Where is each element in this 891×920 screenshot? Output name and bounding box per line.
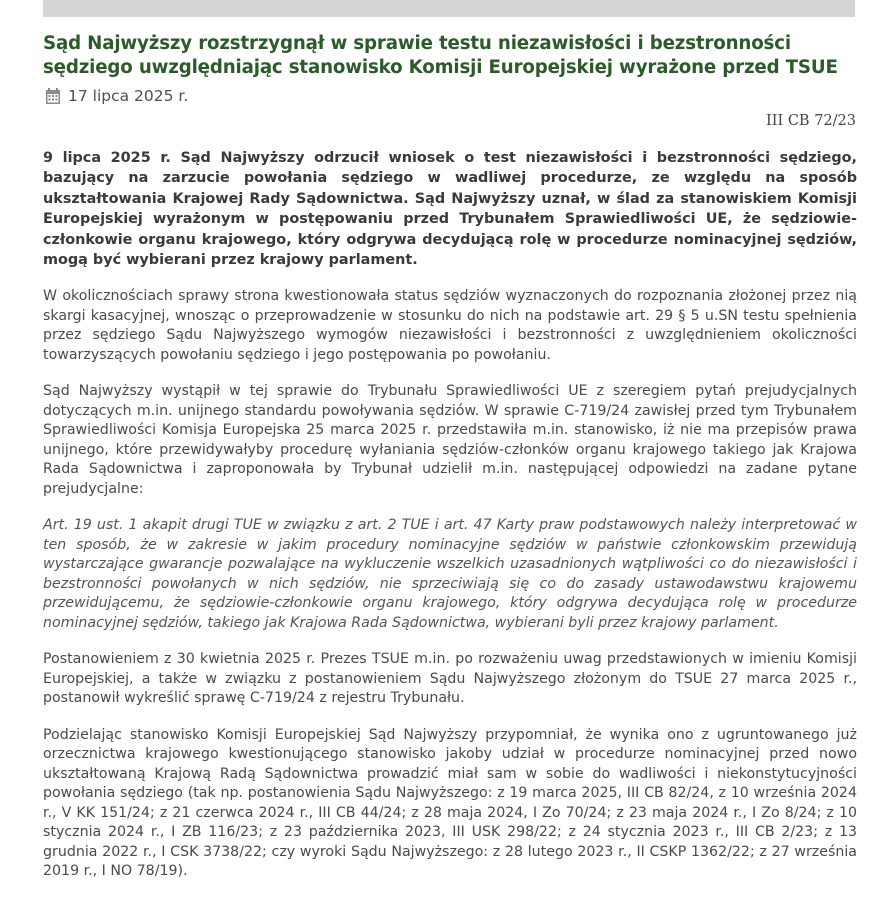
case-signature: III CB 72/23 xyxy=(766,113,856,129)
quoted-proposal: Art. 19 ust. 1 akapit drugi TUE w związku z art. 2 TUE i art. 47 Karty praw podstawowych należy interpretować w ten sposób, że w zakresie w jakim procedury nominacyjne sędziów w państwie członkowskim przewidują wystarczające gwarancje pozwalające na wykluczenie wszelkich uzasadnionych wątpliwości co do niezawisłości i bezstronności powołanych w nich sędziów, nie sprzeciwiają się co do zasady ustawodawstwu krajowemu przewidującemu, że sędziowie-członkowie organu krajowego, który odgrywa decydująca rolę w procedurze nominacyjnej sędziów, takiego jak Krajowa Rada Sądownictwa, wybierani byli przez krajowy parlament. xyxy=(43,517,857,631)
date-text: 17 lipca 2025 r. xyxy=(68,87,189,105)
header-bar xyxy=(43,0,855,17)
body-paragraph-4: Podzielając stanowisko Komisji Europejskiej Sąd Najwyższy przypomniał, że wynika ono z ugruntowanego już orzecznictwa krajowego kwestionującego stanowisko jakoby udział w procedurze nominacyjnej przed nowo ukształtowaną Krajową Radą Sądownictwa prowadzić miał sam w sobie do wadliwości i niekonstytucyjności powołania sędziego (tak np. postanowienia Sądu Najwyższego: z 19 marca 2025, III CB 82/24, z 10 września 2024 r., V KK 151/24; z 21 czerwca 2024 r., III CB 44/24; z 28 maja 2024, I Zo 70/24; z 23 maja 2024 r., I Zo 8/24; z 10 stycznia 2024 r., I ZB 116/23; z 23 października 2023, III USK 298/22; z 24 stycznia 2023 r., III CB 2/23; z 13 grudnia 2022 r., I CSK 3738/22; czy wyroki Sądu Najwyższego: z 28 lutego 2023 r., II CSKP 1362/22; z 27 września 2019 r., I NO 78/19). xyxy=(43,726,857,880)
body-paragraph-3: Postanowieniem z 30 kwietnia 2025 r. Prezes TSUE m.in. po rozważeniu uwag przedstawionych w imieniu Komisji Europejskiej, a także w związku z postanowieniem Sądu Najwyższego złożonym do TSUE 27 marca 2025 r., postanowił wykreślić sprawę C-719/24 z rejestru Trybunału. xyxy=(43,651,857,707)
article-body xyxy=(43,148,857,899)
calendar-icon xyxy=(45,88,61,105)
body-paragraph-2: Sąd Najwyższy wystąpił w tej sprawie do Trybunału Sprawiedliwości UE z szeregiem pytań prejudycjalnych dotyczących m.in. unijnego standardu powoływania sędziów. W sprawie C-719/24 zawisłej przed tym Trybunałem Sprawiedliwości Komisja Europejska 25 marca 2025 r. przedstawiła m.in. stanowisko, iż nie ma przepisów prawa unijnego, które przewidywałyby procedurę wyłaniania sędziów-członków organu krajowego takiego jak Krajowa Rada Sądownictwa i zaproponowała by Trybunał udzielił m.in. następującej odpowiedzi na zadane pytane prejudycjalne: xyxy=(43,383,857,497)
publication-date xyxy=(45,86,188,106)
article-title: Sąd Najwyższy rozstrzygnął w sprawie testu niezawisłości i bezstronności sędziego uwzględniając stanowisko Komisji Europejskiej wyrażone przed TSUE xyxy=(43,33,838,78)
lead-paragraph: 9 lipca 2025 r. Sąd Najwyższy odrzucił wniosek o test niezawisłości i bezstronności sędziego, bazujący na zarzucie powołania sędziego w wadliwej procedurze, ze względu na sposób ukształtowania Krajowej Rady Sądownictwa. Sąd Najwyższy uznał, w ślad za stanowiskiem Komisji Europejskiej wyrażonym w postępowaniu przed Trybunałem Sprawiedliwości UE, że sędziowie-członkowie organu krajowego, który odgrywa decydującą rolę w procedurze nominacyjnej sędziów, mogą być wybierani przez krajowy parlament. xyxy=(43,150,857,269)
body-paragraph-1: W okolicznościach sprawy strona kwestionowała status sędziów wyznaczonych do rozpoznania złożonej przez nią skargi kasacyjnej, wnosząc o przeprowadzenie w stosunku do nich na podstawie art. 29 § 5 u.SN testu spełnienia przez sędziego Sądu Najwyższego wymogów niezawisłości i bezstronności z uwzględnieniem okoliczności towarzyszących powołaniu sędziego i jego postępowania po powołaniu. xyxy=(43,288,857,363)
